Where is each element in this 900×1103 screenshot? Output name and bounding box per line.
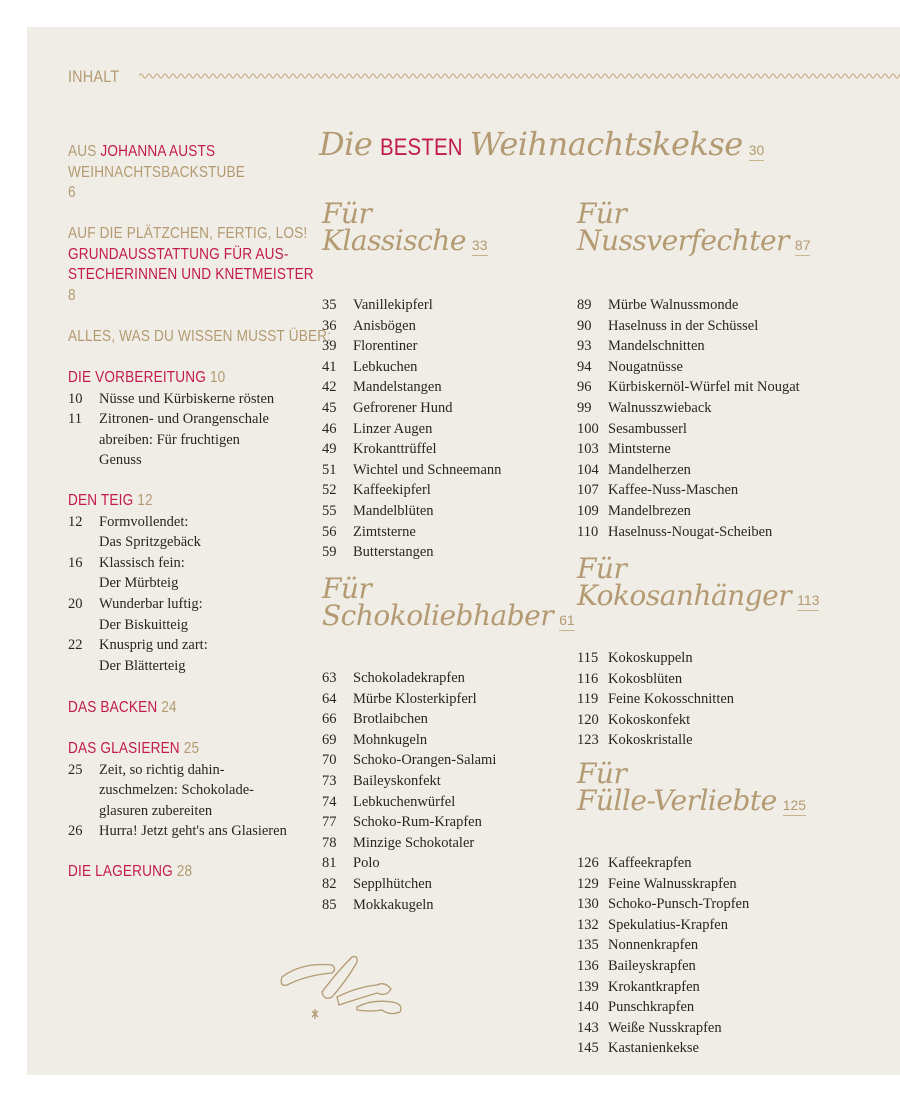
entry-title: Wunderbar luftig: Der Biskuitteig bbox=[99, 595, 203, 633]
page-number: 113 bbox=[797, 592, 819, 611]
entry-page-number: 64 bbox=[322, 690, 337, 707]
toc-entry[interactable] bbox=[68, 553, 208, 594]
entry-page-number: 69 bbox=[322, 731, 337, 748]
entry-page-number: 59 bbox=[322, 544, 337, 561]
entry-page-number: 70 bbox=[322, 752, 337, 769]
entry-title: Baileyskrapfen bbox=[608, 957, 696, 974]
toc-entry[interactable] bbox=[322, 398, 501, 419]
entry-title: Sesambusserl bbox=[608, 420, 687, 437]
entry-title: Mandelherzen bbox=[608, 461, 691, 478]
entry-title: Brotlaibchen bbox=[353, 711, 428, 728]
group-heading-line: Klassische bbox=[322, 224, 466, 257]
entry-title: Klassisch fein: Der Mürbteig bbox=[99, 554, 185, 592]
section-title: DEN TEIG bbox=[68, 492, 134, 509]
intro-text: ALLES, WAS DU WISSEN MUSST ÜBER: bbox=[68, 328, 332, 345]
entry-title: Mintsterne bbox=[608, 441, 671, 458]
entry-title: Kastanienkekse bbox=[608, 1040, 699, 1057]
entry-page-number: 66 bbox=[322, 711, 337, 728]
entry-title: Vanillekipferl bbox=[353, 297, 433, 313]
section-title: DAS GLASIEREN bbox=[68, 740, 180, 757]
toc-entry[interactable] bbox=[322, 771, 575, 792]
entry-page-number: 139 bbox=[577, 978, 599, 995]
entry-title: Kokosblüten bbox=[608, 670, 683, 687]
entry-title: Feine Kokosschnitten bbox=[608, 691, 735, 708]
section bbox=[68, 739, 287, 842]
toc-entry[interactable] bbox=[322, 480, 501, 501]
section bbox=[68, 491, 208, 676]
toc-entry[interactable] bbox=[577, 480, 810, 501]
entry-page-number: 42 bbox=[322, 379, 337, 396]
toc-entry[interactable] bbox=[577, 935, 806, 956]
entry-page-number: 73 bbox=[322, 772, 337, 789]
page-number: 25 bbox=[183, 740, 200, 757]
entry-page-number: 46 bbox=[322, 420, 337, 437]
entry-title: Kaffeekipferl bbox=[353, 482, 431, 499]
entry-page-number: 77 bbox=[322, 814, 337, 831]
recipe-group bbox=[577, 197, 811, 542]
toc-entry[interactable] bbox=[577, 419, 810, 440]
recipe-group bbox=[322, 572, 575, 915]
entry-page-number: 25 bbox=[68, 761, 83, 778]
entry-page-number: 56 bbox=[322, 523, 337, 540]
entry-page-number: 35 bbox=[322, 297, 337, 313]
entry-page-number: 85 bbox=[322, 896, 337, 913]
entry-title: Baileyskonfekt bbox=[353, 772, 441, 789]
entry-page-number: 55 bbox=[322, 502, 337, 519]
toc-entry[interactable] bbox=[577, 1018, 806, 1039]
section-title: DIE VORBEREITUNG bbox=[68, 369, 206, 386]
toc-entry[interactable] bbox=[322, 357, 501, 378]
entry-title: Nonnenkrapfen bbox=[608, 937, 699, 954]
entry-page-number: 36 bbox=[322, 317, 337, 334]
toc-entry[interactable] bbox=[577, 669, 819, 690]
entry-title: Wichtel und Schneemann bbox=[353, 461, 502, 478]
page-number: 6 bbox=[68, 184, 76, 202]
toc-entry[interactable] bbox=[322, 377, 501, 398]
entry-page-number: 90 bbox=[577, 317, 592, 334]
entry-title: Mandelblüten bbox=[353, 502, 434, 519]
toc-entry[interactable] bbox=[322, 439, 501, 460]
entry-page-number: 115 bbox=[577, 650, 599, 666]
entry-title: Zeit, so richtig dahin- zuschmelzen: Schokolade- glasuren zubereiten bbox=[99, 761, 255, 819]
recipe-group bbox=[577, 757, 807, 1059]
entry-page-number: 45 bbox=[322, 399, 337, 416]
toc-entry[interactable] bbox=[577, 377, 810, 398]
entry-title: Mohnkugeln bbox=[353, 731, 428, 748]
group-heading-line: Schokoliebhaber bbox=[322, 599, 554, 632]
toc-entry[interactable] bbox=[322, 316, 501, 337]
page-number: 10 bbox=[209, 369, 226, 386]
entry-title: Minzige Schokotaler bbox=[353, 834, 475, 851]
entry-page-number: 39 bbox=[322, 338, 337, 355]
page-number: 30 bbox=[749, 142, 765, 161]
toc-entry[interactable] bbox=[322, 501, 501, 522]
group-heading-line: Fülle-Verliebte bbox=[577, 784, 777, 817]
entry-page-number: 104 bbox=[577, 461, 599, 478]
page-number: 87 bbox=[795, 237, 811, 256]
entry-page-number: 120 bbox=[577, 711, 599, 728]
entry-title: Mandelschnitten bbox=[608, 338, 705, 355]
entry-title: Mokkakugeln bbox=[353, 896, 434, 913]
entry-title: Kokoskonfekt bbox=[608, 711, 691, 728]
group-heading-line: Nussverfechter bbox=[577, 224, 789, 257]
toc-entry[interactable] bbox=[577, 522, 810, 543]
group-heading[interactable] bbox=[577, 552, 820, 625]
entry-page-number: 130 bbox=[577, 896, 599, 913]
entry-page-number: 119 bbox=[577, 691, 599, 708]
entry-title: Formvollendet: Das Spritzgebäck bbox=[99, 513, 201, 551]
entry-page-number: 96 bbox=[577, 379, 592, 396]
main-title[interactable] bbox=[319, 125, 765, 163]
toc-entry[interactable] bbox=[577, 295, 810, 316]
entry-title: Mandelstangen bbox=[353, 379, 442, 396]
entry-page-number: 22 bbox=[68, 637, 83, 654]
pastry-tools-illustration-icon bbox=[277, 952, 412, 1027]
title-highlight: BESTEN bbox=[380, 134, 463, 161]
toc-entry[interactable] bbox=[577, 874, 806, 895]
toc-entry[interactable] bbox=[322, 874, 575, 895]
entry-title: Gefrorener Hund bbox=[353, 399, 453, 416]
entry-title: Kaffeekrapfen bbox=[608, 855, 692, 871]
entry-page-number: 78 bbox=[322, 834, 337, 851]
entry-title: Polo bbox=[353, 855, 380, 872]
entry-title: Florentiner bbox=[353, 338, 418, 355]
title-script: Die bbox=[319, 125, 373, 163]
entry-page-number: 94 bbox=[577, 358, 592, 375]
entry-page-number: 107 bbox=[577, 482, 599, 499]
entry-title: Nüsse und Kürbiskerne rösten bbox=[99, 390, 275, 407]
entry-title: Walnusszwieback bbox=[608, 399, 712, 416]
toc-entry[interactable] bbox=[577, 710, 819, 731]
entry-page-number: 123 bbox=[577, 732, 599, 749]
section bbox=[68, 862, 214, 883]
entry-page-number: 12 bbox=[68, 513, 83, 530]
entry-page-number: 99 bbox=[577, 399, 592, 416]
toc-entry[interactable] bbox=[577, 689, 819, 710]
toc-entry[interactable] bbox=[68, 389, 274, 410]
intro-entry-2[interactable] bbox=[68, 224, 357, 306]
entry-title: Schoko-Orangen-Salami bbox=[353, 752, 497, 769]
group-heading[interactable] bbox=[577, 757, 807, 830]
group-heading-line: Für bbox=[322, 197, 372, 230]
section bbox=[68, 368, 274, 471]
toc-entry[interactable] bbox=[577, 439, 810, 460]
page-number: 33 bbox=[472, 237, 488, 256]
toc-entry[interactable] bbox=[577, 894, 806, 915]
title-script: Weihnachtskekse bbox=[469, 125, 743, 163]
toc-entry[interactable] bbox=[322, 689, 575, 710]
toc-entry[interactable] bbox=[322, 895, 575, 916]
toc-entry[interactable] bbox=[68, 760, 287, 822]
entry-page-number: 74 bbox=[322, 793, 337, 810]
toc-entry[interactable] bbox=[322, 853, 575, 874]
entry-title: Zimtsterne bbox=[353, 523, 416, 540]
group-heading-line: Kokosanhänger bbox=[577, 579, 792, 612]
entry-title: Kaffee-Nuss-Maschen bbox=[608, 482, 739, 499]
page-number: 8 bbox=[68, 286, 76, 304]
entry-page-number: 109 bbox=[577, 502, 599, 519]
entry-title: Spekulatius-Krapfen bbox=[608, 916, 728, 933]
section-heading[interactable] bbox=[68, 739, 254, 760]
entry-page-number: 140 bbox=[577, 999, 599, 1016]
toc-entry[interactable] bbox=[322, 792, 575, 813]
entry-page-number: 51 bbox=[322, 461, 337, 478]
toc-entry[interactable] bbox=[68, 821, 287, 842]
entry-title: Weiße Nusskrapfen bbox=[608, 1019, 722, 1036]
toc-entry[interactable] bbox=[68, 635, 208, 676]
entry-title: Hurra! Jetzt geht's ans Glasieren bbox=[99, 823, 287, 840]
entry-page-number: 26 bbox=[68, 823, 83, 840]
toc-entry[interactable] bbox=[322, 542, 501, 563]
toc-entry[interactable] bbox=[577, 1038, 806, 1059]
toc-entry[interactable] bbox=[322, 833, 575, 854]
intro-text: AUS bbox=[68, 143, 101, 160]
entry-title: Kürbiskernöl-Würfel mit Nougat bbox=[608, 379, 800, 396]
intro-entry-1[interactable] bbox=[68, 142, 276, 204]
entry-page-number: 89 bbox=[577, 297, 592, 313]
group-heading-line: Für bbox=[322, 572, 372, 605]
toc-entry[interactable] bbox=[577, 336, 810, 357]
section-heading[interactable] bbox=[68, 862, 192, 883]
entry-title: Butterstangen bbox=[353, 544, 434, 561]
toc-entry[interactable] bbox=[322, 709, 575, 730]
entry-page-number: 135 bbox=[577, 937, 599, 954]
toc-entry[interactable] bbox=[577, 915, 806, 936]
entry-page-number: 63 bbox=[322, 670, 337, 686]
entry-title: Nougatnüsse bbox=[608, 358, 683, 375]
toc-entry[interactable] bbox=[322, 522, 501, 543]
toc-entry[interactable] bbox=[322, 460, 501, 481]
entry-title: Lebkuchenwürfel bbox=[353, 793, 456, 810]
entry-title: Feine Walnusskrapfen bbox=[608, 875, 737, 892]
entry-page-number: 132 bbox=[577, 916, 599, 933]
entry-page-number: 81 bbox=[322, 855, 337, 872]
toc-entry[interactable] bbox=[577, 997, 806, 1018]
entry-page-number: 100 bbox=[577, 420, 599, 437]
page-number: 125 bbox=[783, 797, 806, 816]
toc-entry[interactable] bbox=[68, 594, 208, 635]
toc-entry[interactable] bbox=[577, 501, 810, 522]
page-number: 12 bbox=[137, 492, 153, 509]
entry-page-number: 11 bbox=[68, 411, 82, 428]
entry-page-number: 16 bbox=[68, 554, 83, 571]
entry-title: Krokanttrüffel bbox=[353, 441, 437, 458]
entry-page-number: 126 bbox=[577, 855, 599, 871]
group-heading[interactable] bbox=[322, 197, 501, 270]
entry-page-number: 136 bbox=[577, 957, 599, 974]
entry-title: Schoko-Rum-Krapfen bbox=[353, 814, 482, 831]
entry-page-number: 82 bbox=[322, 875, 337, 892]
wavy-divider bbox=[139, 71, 900, 81]
section-title: DAS BACKEN bbox=[68, 699, 158, 716]
section bbox=[68, 698, 196, 719]
section-heading[interactable] bbox=[68, 368, 243, 389]
entry-page-number: 103 bbox=[577, 441, 599, 458]
toc-entry[interactable] bbox=[577, 956, 806, 977]
entry-page-number: 10 bbox=[68, 390, 83, 407]
toc-entry[interactable] bbox=[322, 668, 575, 689]
section-heading[interactable] bbox=[68, 491, 187, 512]
toc-entry[interactable] bbox=[68, 409, 274, 471]
entry-title: Haselnuss in der Schüssel bbox=[608, 317, 759, 334]
entry-page-number: 129 bbox=[577, 875, 599, 892]
page-header-title: INHALT bbox=[68, 67, 120, 86]
entry-title: Mandelbrezen bbox=[608, 502, 691, 519]
group-heading[interactable] bbox=[577, 197, 811, 270]
section-heading[interactable] bbox=[68, 698, 177, 719]
toc-entry[interactable] bbox=[577, 316, 810, 337]
toc-page bbox=[27, 27, 900, 1075]
intro-text: WEIHNACHTSBACKSTUBE bbox=[68, 163, 246, 181]
toc-entry[interactable] bbox=[577, 357, 810, 378]
intro-highlight: STECHERINNEN UND KNETMEISTER bbox=[68, 266, 314, 284]
entry-page-number: 116 bbox=[577, 670, 599, 687]
toc-entry[interactable] bbox=[577, 853, 806, 874]
group-heading-line: Für bbox=[577, 197, 627, 230]
toc-entry[interactable] bbox=[322, 730, 575, 751]
entry-title: Krokantkrapfen bbox=[608, 978, 700, 995]
toc-entry[interactable] bbox=[577, 730, 819, 751]
toc-entry[interactable] bbox=[322, 750, 575, 771]
entry-title: Linzer Augen bbox=[353, 420, 433, 437]
toc-entry[interactable] bbox=[322, 295, 501, 316]
entry-title: Anisbögen bbox=[353, 317, 416, 334]
entry-title: Mürbe Klosterkipferl bbox=[353, 690, 477, 707]
page-number: 28 bbox=[176, 863, 193, 880]
section-title: DIE LAGERUNG bbox=[68, 863, 173, 880]
entry-page-number: 20 bbox=[68, 595, 83, 612]
entry-page-number: 41 bbox=[322, 358, 337, 375]
toc-entry[interactable] bbox=[577, 977, 806, 998]
toc-entry[interactable] bbox=[68, 512, 208, 553]
toc-entry[interactable] bbox=[322, 812, 575, 833]
intro-highlight: GRUNDAUSSTATTUNG FÜR AUS- bbox=[68, 245, 289, 263]
group-heading[interactable] bbox=[322, 572, 575, 645]
entry-title: Knusprig und zart: Der Blätterteig bbox=[99, 637, 208, 674]
toc-entry[interactable] bbox=[322, 336, 501, 357]
entry-title: Sepplhütchen bbox=[353, 875, 432, 892]
entry-title: Kokoskuppeln bbox=[608, 650, 693, 666]
intro-highlight: JOHANNA AUSTS bbox=[100, 143, 216, 160]
entry-page-number: 49 bbox=[322, 441, 337, 458]
entry-page-number: 52 bbox=[322, 482, 337, 499]
entry-page-number: 145 bbox=[577, 1040, 599, 1057]
entry-title: Schoko-Punsch-Tropfen bbox=[608, 896, 750, 913]
entry-title: Punschkrapfen bbox=[608, 999, 695, 1016]
toc-entry[interactable] bbox=[322, 419, 501, 440]
entry-title: Mürbe Walnussmonde bbox=[608, 297, 739, 313]
group-heading-line: Für bbox=[577, 757, 627, 790]
entry-title: Zitronen- und Orangenschale abreiben: Für fruchtigen Genuss bbox=[99, 411, 269, 469]
intro-text: AUF DIE PLÄTZCHEN, FERTIG, LOS! bbox=[68, 225, 308, 242]
entry-title: Schokoladekrapfen bbox=[353, 670, 465, 686]
toc-entry[interactable] bbox=[577, 460, 810, 481]
entry-title: Haselnuss-Nougat-Scheiben bbox=[608, 523, 773, 540]
recipe-group bbox=[322, 197, 502, 563]
recipe-group bbox=[577, 552, 820, 751]
entry-page-number: 93 bbox=[577, 338, 592, 355]
page-number: 61 bbox=[559, 612, 575, 631]
entry-page-number: 143 bbox=[577, 1019, 599, 1036]
toc-entry[interactable] bbox=[577, 398, 810, 419]
entry-page-number: 110 bbox=[577, 523, 599, 540]
entry-title: Kokoskristalle bbox=[608, 732, 693, 749]
page-number: 24 bbox=[161, 699, 177, 716]
entry-title: Lebkuchen bbox=[353, 358, 418, 375]
group-heading-line: Für bbox=[577, 552, 627, 585]
toc-entry[interactable] bbox=[577, 648, 819, 669]
